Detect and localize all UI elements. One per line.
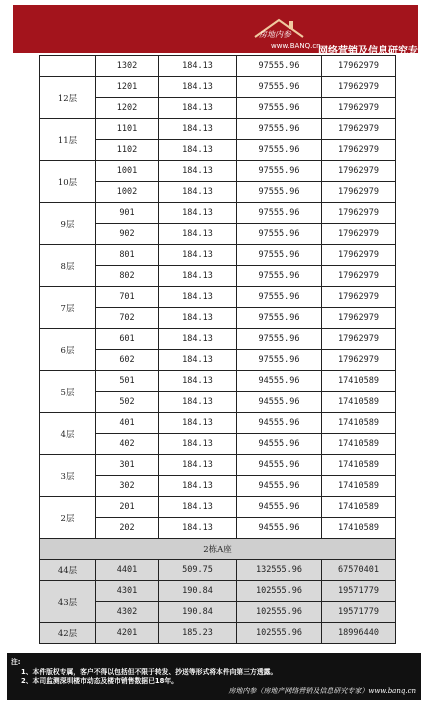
total-price-cell: 17410589 [322,392,396,413]
table-row [40,56,396,77]
table-row [40,623,396,644]
unit-cell: 302 [96,476,159,497]
unit-cell: 1302 [96,56,159,77]
unit-cell: 1202 [96,98,159,119]
area-cell: 184.13 [159,224,237,245]
price-table [39,55,396,644]
floor-cell: 10层 [40,161,96,203]
area-cell: 190.84 [159,581,237,602]
area-cell: 184.13 [159,518,237,539]
unit-price-cell: 102555.96 [237,623,322,644]
area-cell: 184.13 [159,161,237,182]
unit-price-cell: 102555.96 [237,602,322,623]
unit-cell: 301 [96,455,159,476]
unit-price-cell: 94555.96 [237,413,322,434]
unit-cell: 802 [96,266,159,287]
unit-price-cell: 94555.96 [237,497,322,518]
unit-cell: 1002 [96,182,159,203]
total-price-cell: 17410589 [322,497,396,518]
logo-text: 房地内参 [259,30,291,39]
area-cell: 184.13 [159,476,237,497]
area-cell: 184.13 [159,182,237,203]
unit-cell: 702 [96,308,159,329]
table-row [40,245,396,266]
area-cell: 185.23 [159,623,237,644]
table-row [40,77,396,98]
unit-price-cell: 94555.96 [237,392,322,413]
total-price-cell: 17962979 [322,140,396,161]
total-price-cell: 17410589 [322,455,396,476]
total-price-cell: 17962979 [322,266,396,287]
unit-price-cell: 97555.96 [237,329,322,350]
area-cell: 184.13 [159,245,237,266]
total-price-cell: 18996440 [322,623,396,644]
unit-price-cell: 97555.96 [237,245,322,266]
table-row [40,161,396,182]
total-price-cell: 17962979 [322,77,396,98]
unit-cell: 4401 [96,560,159,581]
total-price-cell: 67570401 [322,560,396,581]
area-cell: 184.13 [159,413,237,434]
total-price-cell: 17962979 [322,350,396,371]
note-line-1: 1、本件版权专属，客户不得以包括但不限于转发、抄送等形式将本件向第三方透露。 [21,668,278,676]
unit-cell: 1201 [96,77,159,98]
unit-cell: 202 [96,518,159,539]
unit-price-cell: 94555.96 [237,476,322,497]
total-price-cell: 17962979 [322,329,396,350]
area-cell: 184.13 [159,434,237,455]
total-price-cell: 17962979 [322,245,396,266]
unit-cell: 701 [96,287,159,308]
area-cell: 184.13 [159,98,237,119]
unit-price-cell: 94555.96 [237,518,322,539]
unit-price-cell: 97555.96 [237,266,322,287]
unit-price-cell: 97555.96 [237,98,322,119]
banner-title: 网络营销及信息研究专家 [318,46,428,57]
unit-price-cell: 97555.96 [237,287,322,308]
unit-price-cell: 94555.96 [237,455,322,476]
unit-price-cell: 97555.96 [237,203,322,224]
total-price-cell: 17410589 [322,518,396,539]
total-price-cell: 17962979 [322,182,396,203]
unit-price-cell: 97555.96 [237,56,322,77]
total-price-cell: 17410589 [322,413,396,434]
unit-cell: 1101 [96,119,159,140]
floor-cell: 7层 [40,287,96,329]
unit-cell: 602 [96,350,159,371]
total-price-cell: 17962979 [322,287,396,308]
area-cell: 509.75 [159,560,237,581]
section-header-row [40,539,396,560]
table-row [40,329,396,350]
floor-cell: 12层 [40,77,96,119]
total-price-cell: 17962979 [322,224,396,245]
floor-cell: 5层 [40,371,96,413]
unit-cell: 502 [96,392,159,413]
note-label: 注: [11,658,21,666]
floor-cell: 4层 [40,413,96,455]
table-row [40,119,396,140]
total-price-cell: 17410589 [322,476,396,497]
total-price-cell: 17962979 [322,119,396,140]
unit-price-cell: 97555.96 [237,350,322,371]
area-cell: 184.13 [159,329,237,350]
area-cell: 184.13 [159,56,237,77]
area-cell: 184.13 [159,497,237,518]
total-price-cell: 17962979 [322,98,396,119]
table-row [40,455,396,476]
unit-price-cell: 97555.96 [237,161,322,182]
total-price-cell: 19571779 [322,602,396,623]
floor-cell: 43层 [40,581,96,623]
total-price-cell: 17410589 [322,371,396,392]
area-cell: 184.13 [159,77,237,98]
floor-cell: 6层 [40,329,96,371]
unit-cell: 601 [96,329,159,350]
total-price-cell: 17962979 [322,203,396,224]
section-title: 2栋A座 [40,539,396,560]
total-price-cell: 17962979 [322,161,396,182]
unit-cell: 1001 [96,161,159,182]
total-price-cell: 19571779 [322,581,396,602]
unit-price-cell: 94555.96 [237,434,322,455]
unit-cell: 4301 [96,581,159,602]
area-cell: 184.13 [159,266,237,287]
unit-price-cell: 97555.96 [237,308,322,329]
area-cell: 190.84 [159,602,237,623]
unit-cell: 501 [96,371,159,392]
total-price-cell: 17962979 [322,56,396,77]
area-cell: 184.13 [159,287,237,308]
unit-cell: 201 [96,497,159,518]
table-row [40,413,396,434]
table-row [40,371,396,392]
unit-price-cell: 102555.96 [237,581,322,602]
floor-cell: 42层 [40,623,96,644]
unit-price-cell: 97555.96 [237,182,322,203]
unit-cell: 801 [96,245,159,266]
area-cell: 184.13 [159,350,237,371]
unit-cell: 4302 [96,602,159,623]
unit-cell: 401 [96,413,159,434]
unit-price-cell: 97555.96 [237,224,322,245]
area-cell: 184.13 [159,140,237,161]
area-cell: 184.13 [159,119,237,140]
unit-cell: 4201 [96,623,159,644]
header-banner [13,5,428,57]
area-cell: 184.13 [159,392,237,413]
footer-notes [7,653,421,700]
area-cell: 184.13 [159,371,237,392]
unit-price-cell: 94555.96 [237,371,322,392]
area-cell: 184.13 [159,455,237,476]
floor-cell: 9层 [40,203,96,245]
floor-cell [40,56,96,77]
floor-cell: 3层 [40,455,96,497]
table-row [40,581,396,602]
floor-cell: 8层 [40,245,96,287]
unit-cell: 901 [96,203,159,224]
area-cell: 184.13 [159,203,237,224]
table-row [40,560,396,581]
unit-cell: 902 [96,224,159,245]
total-price-cell: 17962979 [322,308,396,329]
unit-price-cell: 132555.96 [237,560,322,581]
table-row [40,497,396,518]
floor-cell: 11层 [40,119,96,161]
unit-cell: 402 [96,434,159,455]
unit-price-cell: 97555.96 [237,140,322,161]
total-price-cell: 17410589 [322,434,396,455]
floor-cell: 44层 [40,560,96,581]
unit-price-cell: 97555.96 [237,77,322,98]
table-row [40,287,396,308]
logo-url: www.BANQ.cn [271,42,321,50]
footer-credit: 房地内参（房地产网络营销及信息研究专家）www.banq.cn [228,687,416,695]
area-cell: 184.13 [159,308,237,329]
floor-cell: 2层 [40,497,96,539]
note-line-2: 2、本司监测深圳楼市动态及楼市销售数据已18年。 [21,677,178,685]
table-row [40,203,396,224]
unit-cell: 1102 [96,140,159,161]
unit-price-cell: 97555.96 [237,119,322,140]
